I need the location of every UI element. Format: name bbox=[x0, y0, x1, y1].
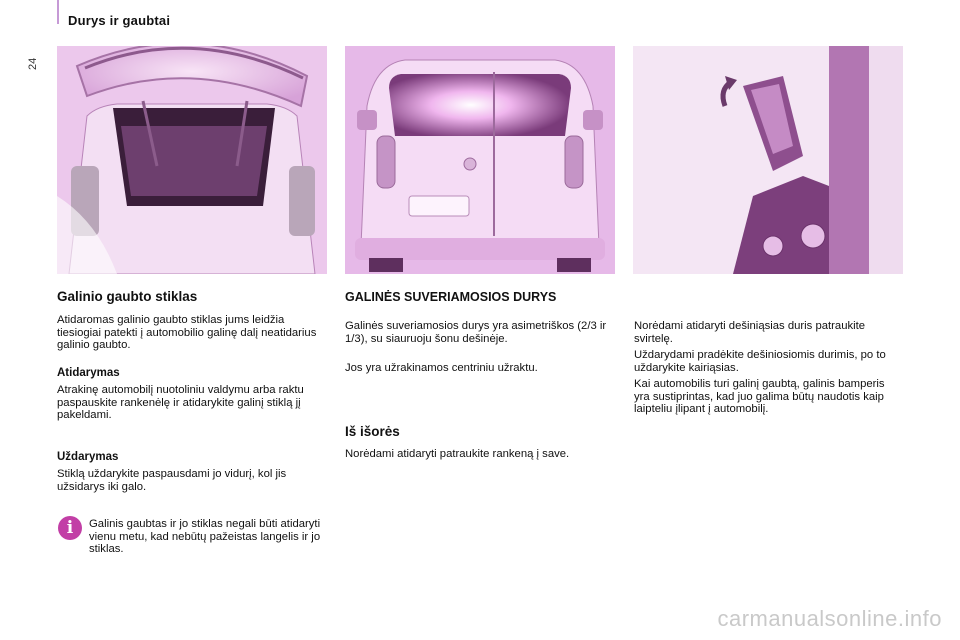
opening-text: Atrakinę automobilį nuotoliniu valdymu arba raktu paspauskite rankenėlę ir atidarykite galinį stiklą jį pakeldami. bbox=[57, 384, 304, 421]
info-note: Galinis gaubtas ir jo stiklas negali būti atidaryti vienu metu, kad nebūtų pažeistas langelis ir jo stiklas. bbox=[89, 518, 321, 555]
rear-doors-title: GALINĖS SUVERIAMOSIOS DURYS bbox=[345, 290, 557, 304]
closing-text: Stiklą uždarykite paspausdami jo vidurį, kol jis užsidarys iki galo. bbox=[57, 468, 287, 493]
opening-heading: Atidarymas bbox=[57, 367, 120, 379]
right-text-3: Kai automobilis turi galinį gaubtą, galinis bamperis yra sustiprintas, kad juo galima būtų naudotis kaip laipteliu įlipant į automobilį. bbox=[634, 378, 885, 415]
right-text-2: Uždarydami pradėkite dešiniosiomis durimis, po to uždarykite kairiąsias. bbox=[634, 349, 886, 374]
outside-heading: Iš išorės bbox=[345, 424, 400, 439]
outside-text: Norėdami atidaryti patraukite rankeną į save. bbox=[345, 448, 570, 460]
rear-doors-text-1: Galinės suveriamosios durys yra asimetriškos (2/3 ir 1/3), su siauruoju šonu dešinėje. bbox=[345, 320, 607, 345]
rear-doors-illustration bbox=[345, 46, 615, 274]
info-icon: i bbox=[58, 516, 82, 540]
door-lever-illustration bbox=[633, 46, 903, 274]
watermark: carmanualsonline.info bbox=[717, 606, 942, 631]
section-bar bbox=[57, 0, 59, 24]
tailgate-glass-illustration bbox=[57, 46, 327, 274]
page-number: 24 bbox=[27, 57, 39, 70]
closing-heading: Uždarymas bbox=[57, 451, 119, 463]
tailgate-glass-intro: Atidaromas galinio gaubto stiklas jums leidžia tiesiogiai patekti į automobilio galinę dalį neatidarius galinio gaubto. bbox=[57, 314, 317, 351]
right-text-1: Norėdami atidaryti dešiniąsias duris patraukite svirtelę. bbox=[634, 320, 866, 345]
rear-doors-text-2: Jos yra užrakinamos centriniu užraktu. bbox=[345, 362, 538, 374]
section-title: Durys ir gaubtai bbox=[68, 13, 171, 28]
tailgate-glass-title: Galinio gaubto stiklas bbox=[57, 289, 198, 304]
